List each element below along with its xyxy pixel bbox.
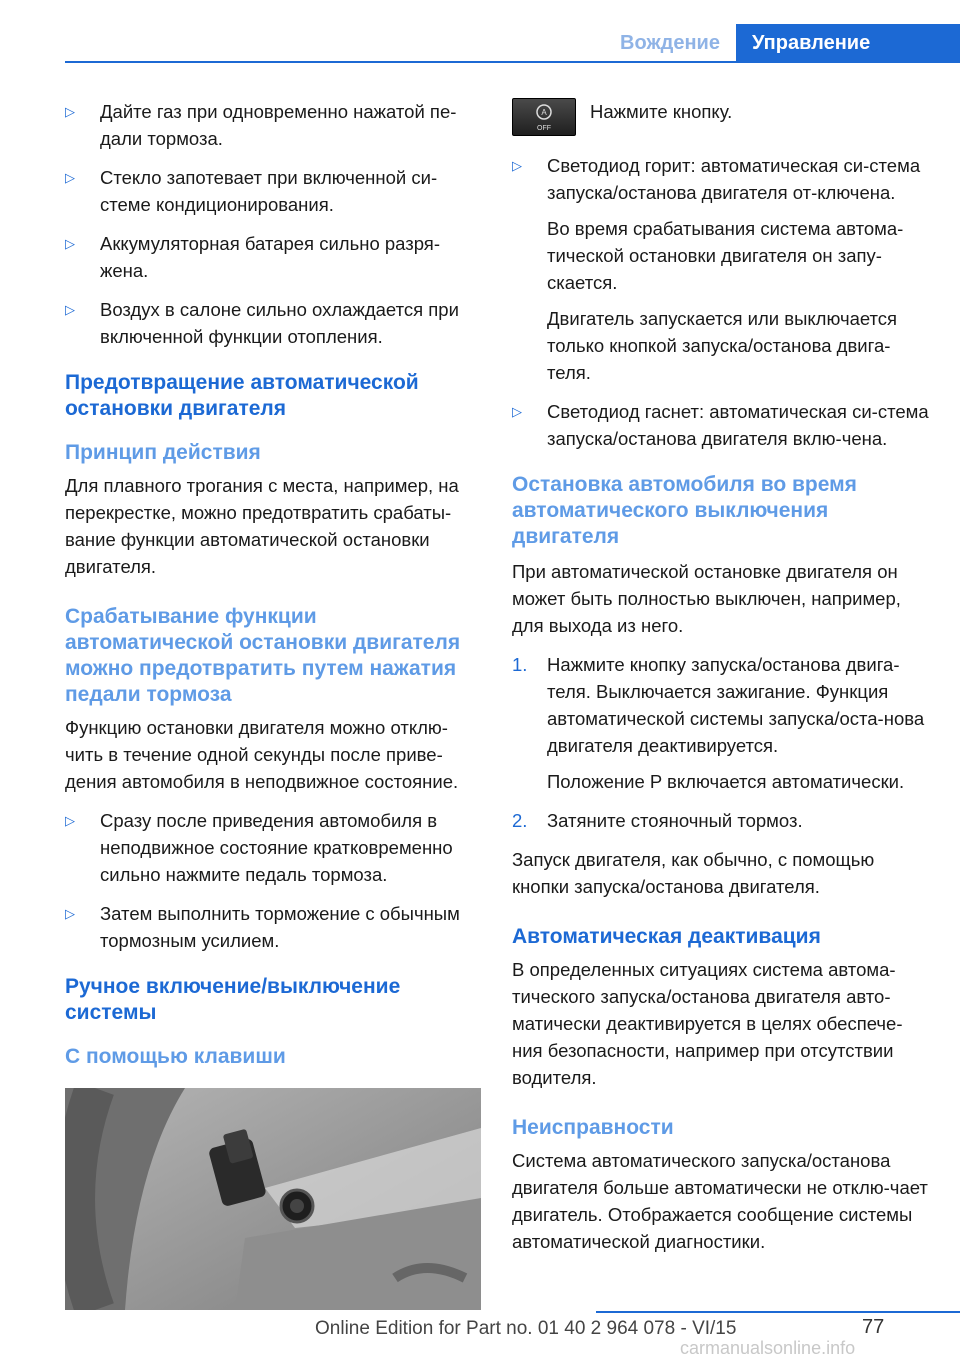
list-item: ▷ Стекло запотевает при включенной си‐стеме кондиционирования. — [65, 164, 481, 218]
press-button-text: Нажмите кнопку. — [590, 101, 733, 122]
svg-text:OFF: OFF — [537, 125, 551, 132]
list-item: ▷ Воздух в салоне сильно охлаждается при включенной функции отопления. — [65, 296, 481, 350]
triangle-bullet-icon: ▷ — [65, 236, 75, 251]
triangle-bullet-icon: ▷ — [512, 404, 522, 419]
paragraph-faults: Система автоматического запуска/останова двигателя больше автоматически не отклю‐чает двигатель. Отображается сообщение системы автоматической диагностики. — [512, 1150, 928, 1252]
paragraph-brake: Функцию остановки двигателя можно отклю‐чить в течение одной секунды после приве‐дения автомобиля в неподвижное состояние. — [65, 717, 459, 792]
paragraph-stop: При автоматической остановке двигателя он может быть полностью выключен, например, для выхода из него. — [512, 561, 901, 636]
tab-controls[interactable]: Управление — [736, 24, 960, 62]
triangle-bullet-icon: ▷ — [65, 170, 75, 185]
page-header — [0, 0, 960, 62]
left-column — [65, 98, 481, 1310]
heading-principle: Принцип действия — [65, 441, 261, 464]
press-button-row — [512, 98, 932, 136]
triangle-bullet-icon: ▷ — [65, 302, 75, 317]
paragraph-principle: Для плавного трогания с места, например, на перекрестке, можно предотвратить срабаты‐вание функции автоматической остановки двигателя. — [65, 475, 459, 577]
header-rule — [65, 61, 960, 63]
paragraph-start: Запуск двигателя, как обычно, с помощью кнопки запуска/останова двигателя. — [512, 849, 875, 897]
watermark: carmanualsonline.info — [680, 1338, 856, 1358]
tab-driving[interactable]: Вождение — [620, 32, 720, 54]
list-item: ▷ Светодиод гаснет: автоматическая си‐стема запуска/останова двигателя вклю‐чена. — [512, 398, 932, 452]
edition-text: Online Edition for Part no. 01 40 2 964 078 - VI/15 — [315, 1318, 737, 1339]
step-number: 1. — [512, 654, 528, 675]
list-item: ▷ Дайте газ при одновременно нажатой пе‐дали тормоза. — [65, 98, 481, 152]
triangle-bullet-icon: ▷ — [65, 906, 75, 921]
triangle-bullet-icon: ▷ — [65, 813, 75, 828]
triangle-bullet-icon: ▷ — [65, 104, 75, 119]
heading-with-button: С помощью клавиши — [65, 1045, 286, 1068]
list-item: ▷ Светодиод горит: автоматическая си‐стема запуска/останова двигателя от‐ключена. Во время срабатывания система автома‐тической остановки двигателя он запу‐скается. Двигатель запускается или выключается только кнопкой запуска/останова двига‐теля. — [512, 152, 932, 386]
heading-faults: Неисправности — [512, 1116, 674, 1139]
svg-text:A: A — [541, 108, 547, 117]
footer-rule — [596, 1311, 960, 1313]
page-number: 77 — [862, 1316, 885, 1338]
triangle-bullet-icon: ▷ — [512, 158, 522, 173]
cockpit-illustration — [65, 1088, 481, 1310]
step-number: 2. — [512, 810, 528, 831]
cockpit-photo — [65, 1088, 481, 1310]
heading-prevent-stop: Предотвращение автоматической остановки двигателя — [65, 371, 419, 420]
list-item: ▷ Сразу после приведения автомобиля в неподвижное состояние кратковременно сильно нажмите педаль тормоза. — [65, 807, 481, 888]
list-item: 1. Нажмите кнопку запуска/останова двига‐теля. Выключается зажигание. Функция автоматической системы запуска/оста‐нова двигателя деактивируется. Положение P включается автоматически. — [512, 651, 932, 795]
heading-stop-vehicle: Остановка автомобиля во время автоматического выключения двигателя — [512, 473, 857, 548]
right-column — [512, 98, 932, 1255]
list-item: 2. Затяните стояночный тормоз. — [512, 807, 932, 834]
heading-brake-prevent: Срабатывание функции автоматической остановки двигателя можно предотвратить путем нажатия педали тормоза — [65, 605, 461, 706]
heading-manual: Ручное включение/выключение системы — [65, 975, 401, 1024]
heading-auto-deactivation: Автоматическая деактивация — [512, 925, 821, 948]
auto-off-icon — [513, 99, 575, 135]
list-item: ▷ Затем выполнить торможение с обычным тормозным усилием. — [65, 900, 481, 954]
auto-start-stop-button[interactable] — [512, 98, 576, 136]
list-item: ▷ Аккумуляторная батарея сильно разря‐жена. — [65, 230, 481, 284]
paragraph-auto: В определенных ситуациях система автома‐тического запуска/останова двигателя авто‐матически деактивируется в целях обеспече‐ния безопасности, например при отсутствии водителя. — [512, 959, 903, 1088]
